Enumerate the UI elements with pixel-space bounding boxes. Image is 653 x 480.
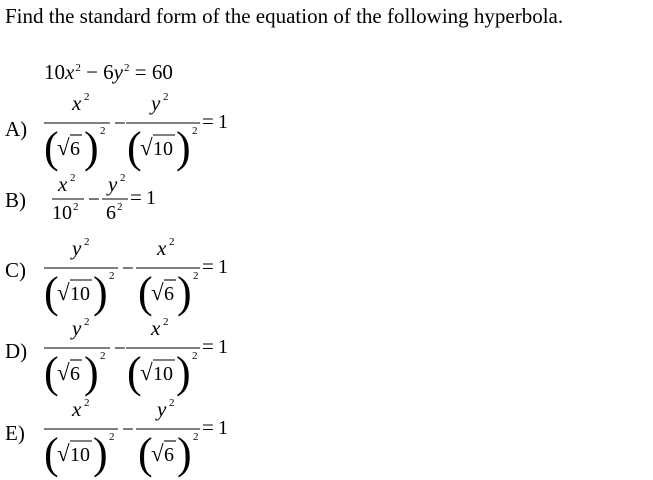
question-text: Find the standard form of the equation of the following hyperbola. — [5, 4, 564, 28]
b-den2-exp: 2 — [117, 201, 123, 213]
c-num2-exp: 2 — [169, 236, 175, 248]
c-den2-lparen: ( — [138, 268, 153, 317]
e-minus: − — [122, 417, 134, 441]
a-num2-exp: 2 — [163, 91, 169, 103]
c-den1-exp: 2 — [109, 270, 115, 282]
e-den2-value: 6 — [164, 444, 174, 466]
a-num1-var: x — [72, 91, 82, 115]
e-den1-lparen: ( — [44, 429, 59, 478]
c-den2-exp: 2 — [193, 270, 199, 282]
c-den2-value: 6 — [164, 283, 174, 305]
d-num2-var: x — [151, 316, 161, 340]
a-den2-exp: 2 — [192, 125, 198, 137]
d-den1-lparen: ( — [44, 348, 59, 397]
c-num2-var: x — [157, 236, 167, 260]
a-den2-radical: √ — [140, 135, 153, 160]
a-rhs: 1 — [218, 111, 228, 133]
d-den2-radical: √ — [140, 360, 153, 385]
e-den2-rparen: ) — [177, 429, 192, 478]
d-num2-exp: 2 — [163, 316, 169, 328]
c-minus: − — [122, 256, 134, 280]
a-num1-exp: 2 — [84, 91, 90, 103]
c-den1-radical: √ — [57, 280, 70, 305]
a-equals: = — [202, 109, 214, 133]
b-equals: = — [130, 185, 142, 209]
e-num2-exp: 2 — [169, 397, 175, 409]
c-den1-lparen: ( — [44, 268, 59, 317]
e-equals: = — [202, 415, 214, 439]
d-den2-lparen: ( — [127, 348, 142, 397]
c-num1-var: y — [72, 236, 82, 260]
c-den2-radical: √ — [151, 280, 164, 305]
given-exp-y: 2 — [124, 62, 130, 74]
e-den1-exp: 2 — [109, 431, 115, 443]
b-num1-var: x — [58, 172, 68, 196]
c-den1-rparen: ) — [93, 268, 108, 317]
c-equals: = — [202, 254, 214, 278]
a-num2-var: y — [151, 91, 161, 115]
choice-a-label[interactable]: A) — [5, 117, 28, 141]
given-exp-x: 2 — [75, 62, 81, 74]
d-num1-exp: 2 — [84, 316, 90, 328]
a-den1-value: 6 — [70, 138, 80, 160]
choice-e-equation — [44, 394, 244, 478]
d-equals: = — [202, 334, 214, 358]
e-den1-radical: √ — [57, 441, 70, 466]
d-den1-radical: √ — [57, 360, 70, 385]
d-den1-exp: 2 — [100, 350, 106, 362]
e-den2-exp: 2 — [193, 431, 199, 443]
a-den1-rparen: ) — [84, 123, 99, 172]
choice-e-label[interactable]: E) — [5, 421, 25, 445]
d-den2-value: 10 — [153, 363, 173, 385]
e-num1-exp: 2 — [84, 397, 90, 409]
choice-b-equation — [44, 170, 184, 230]
a-den1-radical: √ — [57, 135, 70, 160]
e-num1-var: x — [72, 397, 82, 421]
choice-d-label[interactable]: D) — [5, 339, 28, 363]
b-num2-var: y — [108, 172, 118, 196]
given-coef-y: 6 — [103, 60, 114, 84]
d-den1-rparen: ) — [84, 348, 99, 397]
a-den2-lparen: ( — [127, 123, 142, 172]
choice-d-equation — [44, 313, 244, 397]
b-den2-value: 6 — [106, 202, 116, 224]
b-den1-value: 10 — [52, 202, 72, 224]
e-num2-var: y — [157, 397, 167, 421]
e-den2-lparen: ( — [138, 429, 153, 478]
given-var-y: y — [113, 60, 123, 84]
c-num1-exp: 2 — [84, 236, 90, 248]
e-den2-radical: √ — [151, 441, 164, 466]
d-num1-var: y — [72, 316, 82, 340]
given-minus: − — [80, 60, 104, 84]
given-var-x: x — [65, 60, 75, 84]
d-rhs: 1 — [218, 336, 228, 358]
b-den1-exp: 2 — [73, 201, 79, 213]
a-den2-value: 10 — [153, 138, 173, 160]
e-den1-rparen: ) — [93, 429, 108, 478]
c-den1-value: 10 — [70, 283, 90, 305]
choice-b-label[interactable]: B) — [5, 188, 26, 212]
a-den1-lparen: ( — [44, 123, 59, 172]
a-den2-rparen: ) — [176, 123, 191, 172]
d-den2-exp: 2 — [192, 350, 198, 362]
c-den2-rparen: ) — [177, 268, 192, 317]
b-num2-exp: 2 — [120, 172, 126, 184]
c-rhs: 1 — [218, 256, 228, 278]
d-den1-value: 6 — [70, 363, 80, 385]
d-den2-rparen: ) — [176, 348, 191, 397]
choice-a-equation — [44, 88, 244, 172]
choice-c-label[interactable]: C) — [5, 258, 26, 282]
given-rhs: = 60 — [129, 60, 173, 84]
given-coef-x: 10 — [44, 60, 65, 84]
e-den1-value: 10 — [70, 444, 90, 466]
e-rhs: 1 — [218, 417, 228, 439]
a-minus: − — [114, 111, 126, 135]
given-equation — [44, 60, 173, 85]
d-minus: − — [114, 336, 126, 360]
b-rhs: 1 — [146, 187, 156, 209]
a-den1-exp: 2 — [100, 125, 106, 137]
choice-c-equation — [44, 233, 244, 317]
b-minus: − — [88, 187, 100, 211]
b-num1-exp: 2 — [70, 172, 76, 184]
